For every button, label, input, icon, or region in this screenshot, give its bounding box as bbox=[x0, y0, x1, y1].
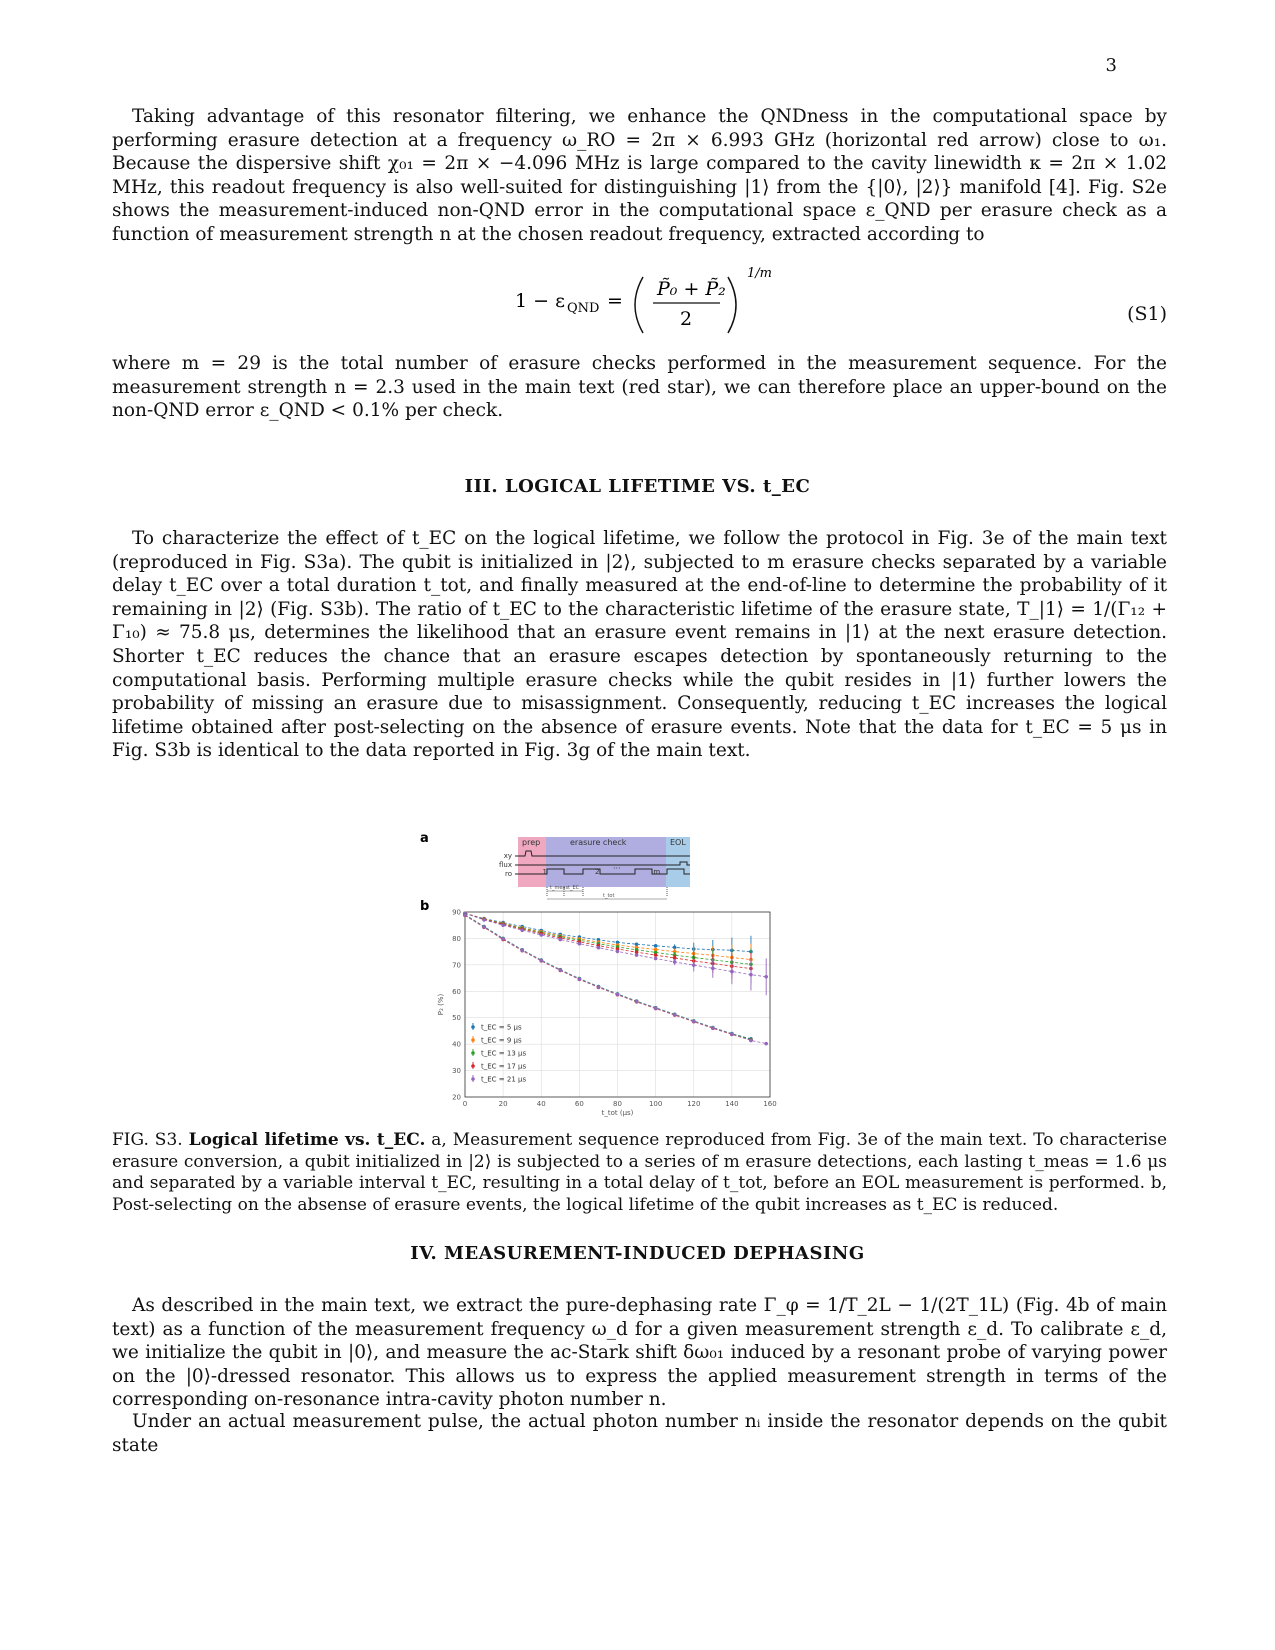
data-point bbox=[520, 928, 524, 932]
data-point bbox=[692, 1020, 696, 1024]
xy-label: xy bbox=[503, 852, 512, 860]
fit-line bbox=[465, 913, 751, 951]
eq-lhs: 1 − ε bbox=[515, 290, 565, 312]
sequence-diagram bbox=[499, 837, 690, 899]
lifetime-chart bbox=[437, 909, 777, 1118]
data-point bbox=[673, 1013, 677, 1017]
fit-line bbox=[465, 915, 751, 1040]
data-point bbox=[730, 1032, 734, 1036]
fit-line bbox=[465, 913, 751, 959]
equation-body bbox=[515, 265, 775, 360]
x-tick-label: 160 bbox=[763, 1100, 777, 1108]
data-point bbox=[559, 938, 563, 942]
fit-line bbox=[465, 913, 766, 977]
caption-title: Logical lifetime vs. t_EC. bbox=[188, 1130, 426, 1150]
eq-left-paren bbox=[635, 277, 643, 333]
caption-text: a, Measurement sequence reproduced from Fig. 3e of the main text. To characterise erasure conversion, a qubit initialized in |2⟩ is subjected to a series of m erasure detections, each lasting t_meas = 1.6 μs and separated by a variable interval t_EC, resulting in a total delay of t_tot, before an EOL measurement is performed. b, Post-selecting on the absense of erasure events, the logical lifetime of the qubit increases as t_EC is reduced. bbox=[112, 1130, 1168, 1215]
pulse-label: 1 bbox=[542, 868, 547, 876]
pulse-label: m bbox=[653, 868, 661, 876]
figure-caption bbox=[112, 1130, 1167, 1216]
legend-label: t_EC = 21 μs bbox=[481, 1075, 527, 1084]
y-tick-label: 30 bbox=[452, 1067, 461, 1076]
data-point bbox=[482, 918, 486, 922]
ttot-label: t_tot bbox=[603, 893, 615, 899]
y-tick-label: 90 bbox=[452, 908, 461, 917]
pulse-dots: ··· bbox=[613, 864, 621, 873]
data-point bbox=[597, 946, 601, 950]
data-point bbox=[559, 968, 563, 972]
legend-label: t_EC = 17 μs bbox=[481, 1062, 527, 1071]
y-tick-label: 20 bbox=[452, 1093, 461, 1102]
y-axis-label: P₂ (%) bbox=[437, 993, 445, 1016]
legend-label: t_EC = 9 μs bbox=[481, 1036, 522, 1045]
x-tick-label: 80 bbox=[613, 1100, 622, 1108]
data-point bbox=[616, 993, 620, 997]
eq-numerator: P̃₀ + P̃₂ bbox=[657, 278, 726, 300]
data-point bbox=[635, 942, 639, 946]
legend-marker bbox=[471, 1038, 475, 1042]
eol-label: EOL bbox=[670, 838, 686, 847]
flux-label: flux bbox=[499, 861, 512, 869]
legend-marker bbox=[471, 1025, 475, 1029]
paragraph-logical-lifetime: To characterize the effect of t_EC on the logical lifetime, we follow the protocol in Fig. 3e of the main text (reproduced in Fig. S3a). The qubit is initialized in |2⟩, subjected to m erasure checks separated by a variable delay t_EC over a total duration t_tot, and finally measured at the end-of-line to determine the probability of it remaining in |2⟩ (Fig. S3b). The ratio of t_EC to the characteristic lifetime of the erasure state, T_|1⟩ = 1/(Γ₁₂ + Γ₁₀) ≈ 75.8 μs, determines the likelihood that an erasure event remains in |1⟩ at the next erasure detection. Shorter t_EC reduces the chance that an erasure escapes detection by spontaneously returning to the computational basis. Performing multiple erasure checks while the qubit resides in |1⟩ further lowers the probability of missing an erasure due to misassignment. Consequently, reducing t_EC increases the logical lifetime obtained after post-selecting on the absence of erasure events. Note that the data for t_EC = 5 μs in Fig. S3b is identical to the data reported in Fig. 3g of the main text. bbox=[112, 528, 1167, 762]
data-point bbox=[635, 953, 639, 957]
tmeas-label: t_meas bbox=[550, 885, 569, 891]
legend-label: t_EC = 13 μs bbox=[481, 1049, 527, 1058]
y-tick-label: 50 bbox=[452, 1014, 461, 1023]
prep-label: prep bbox=[522, 838, 541, 847]
y-tick-label: 60 bbox=[452, 987, 461, 996]
legend-label: t_EC = 5 μs bbox=[481, 1023, 522, 1032]
y-tick-label: 70 bbox=[452, 961, 461, 970]
eq-equals: = bbox=[607, 290, 623, 312]
x-tick-label: 140 bbox=[725, 1100, 739, 1108]
fit-line bbox=[465, 915, 751, 1040]
data-point bbox=[482, 925, 486, 929]
y-tick-label: 80 bbox=[452, 934, 461, 943]
x-tick-label: 20 bbox=[498, 1100, 508, 1108]
x-tick-label: 0 bbox=[462, 1100, 468, 1108]
caption-prefix: FIG. S3. bbox=[112, 1130, 183, 1150]
panel-b-label: b bbox=[420, 899, 430, 914]
equation-number: (S1) bbox=[1127, 303, 1167, 325]
data-point bbox=[616, 950, 620, 954]
page-number: 3 bbox=[1105, 55, 1117, 76]
paragraph-resonator-filtering: Taking advantage of this resonator filtering, we enhance the QNDness in the computational space by performing erasure detection at a frequency ω_RO = 2π × 6.993 GHz (horizontal red arrow) close to ω₁. Because the dispersive shift χ₀₁ = 2π × −4.096 MHz is large compared to the cavity linewidth κ = 2π × 1.02 MHz, this readout frequency is also well-suited for distinguishing |1⟩ from the {|0⟩, |2⟩} manifold [4]. Fig. S2e shows the measurement-induced non-QND error in the computational space ε_QND per erasure check as a function of measurement strength n at the chosen readout frequency, extracted according to bbox=[112, 106, 1167, 245]
tec-label: t_EC bbox=[568, 885, 580, 891]
data-point bbox=[578, 977, 582, 981]
paragraph-photon-number: Under an actual measurement pulse, the actual photon number nᵢ inside the resonator depends on the qubit state bbox=[112, 1411, 1167, 1456]
data-point bbox=[749, 1039, 753, 1043]
figure-s3-svg bbox=[420, 810, 840, 1120]
data-point bbox=[501, 937, 505, 941]
data-point bbox=[520, 949, 524, 953]
data-point bbox=[463, 913, 467, 917]
pulse-label: 2 bbox=[595, 868, 600, 876]
paragraph-non-qnd: where m = 29 is the total number of erasure checks performed in the measurement sequence. For the measurement strength n = 2.3 used in the main text (red star), we can therefore place an upper-bound on the non-QND error ε_QND < 0.1% per check. bbox=[112, 353, 1167, 422]
data-point bbox=[711, 1026, 715, 1030]
eq-lhs-sub: QND bbox=[567, 301, 600, 316]
data-point bbox=[654, 957, 658, 961]
data-point bbox=[539, 959, 543, 963]
eq-exponent: 1/m bbox=[747, 266, 772, 281]
chart-legend bbox=[471, 1023, 526, 1084]
eq-denominator: 2 bbox=[680, 308, 693, 330]
erasure-check-label: erasure check bbox=[570, 838, 627, 847]
data-point bbox=[635, 1000, 639, 1004]
section-heading-logical-lifetime: III. LOGICAL LIFETIME VS. t_EC bbox=[464, 476, 811, 497]
section-heading-dephasing: IV. MEASUREMENT-INDUCED DEPHASING bbox=[410, 1243, 865, 1264]
x-tick-label: 120 bbox=[687, 1100, 701, 1108]
data-point bbox=[654, 1006, 658, 1010]
ro-label: ro bbox=[504, 870, 512, 878]
fit-line bbox=[465, 915, 751, 1040]
x-tick-label: 60 bbox=[574, 1100, 584, 1108]
figure-s3 bbox=[420, 810, 840, 1120]
data-point bbox=[578, 942, 582, 946]
data-point bbox=[764, 1042, 768, 1046]
fit-line bbox=[465, 915, 751, 1039]
legend-marker bbox=[471, 1064, 475, 1068]
x-tick-label: 100 bbox=[648, 1100, 663, 1108]
data-point bbox=[597, 985, 601, 989]
data-point bbox=[654, 944, 658, 948]
data-point bbox=[501, 923, 505, 927]
legend-marker bbox=[471, 1077, 475, 1081]
paragraph-dephasing: As described in the main text, we extract the pure-dephasing rate Γ_φ = 1/T_2L − 1/(2T_1L) (Fig. 4b of main text) as a function of the measurement frequency ω_d for a given measurement strength ε_d. To calibrate ε_d, we initialize the qubit in |0⟩, and measure the ac-Stark shift δω₀₁ induced by a resonant probe of varying power on the |0⟩-dressed resonator. This allows us to express the applied measurement strength in terms of the corresponding on-resonance intra-cavity photon number n. bbox=[112, 1295, 1167, 1411]
equation-s1 bbox=[0, 265, 1275, 355]
panel-a-label: a bbox=[420, 831, 429, 846]
equation-svg bbox=[515, 265, 775, 355]
data-point bbox=[539, 933, 543, 937]
x-tick-label: 40 bbox=[536, 1100, 546, 1108]
eq-right-paren bbox=[728, 277, 736, 333]
x-axis-label: t_tot (μs) bbox=[601, 1109, 634, 1117]
legend-marker bbox=[471, 1051, 475, 1055]
data-point bbox=[654, 953, 658, 957]
y-tick-label: 40 bbox=[452, 1040, 461, 1049]
fit-line bbox=[465, 913, 751, 964]
